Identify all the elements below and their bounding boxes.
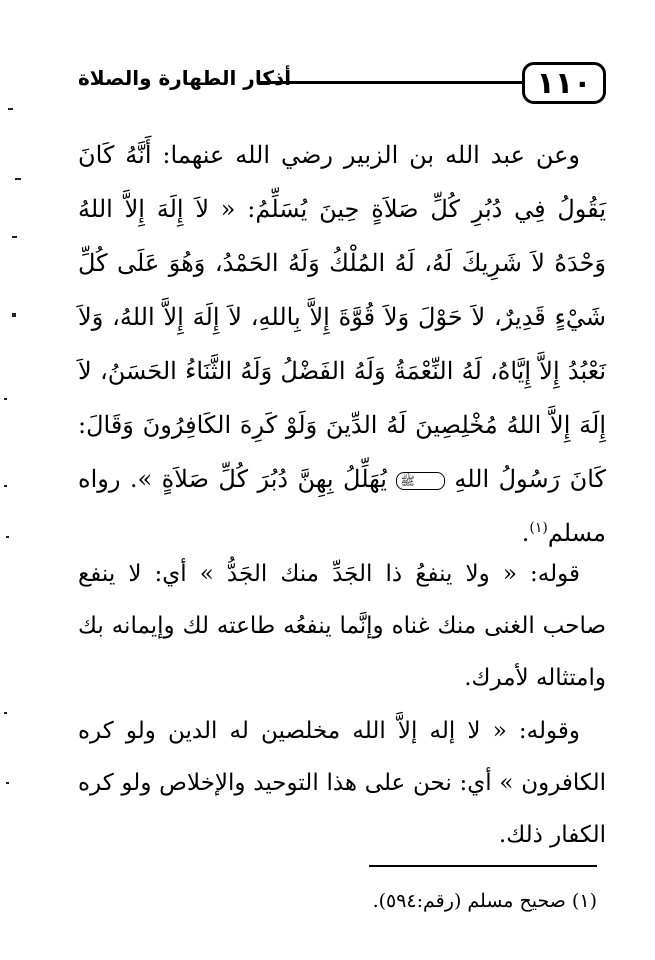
page-number: ١١٠ (536, 65, 592, 101)
page-header (78, 62, 606, 108)
commentary-paragraph-1 (78, 548, 606, 704)
scan-speck (8, 108, 13, 110)
commentary-text-2: وقوله: « لا إله إلاَّ الله مخلصين له الدين ولو كره الكافرون » أي: نحن على هذا التوحيد والإخلاص ولو كره الكفار ذلك. (78, 718, 606, 848)
scan-speck (12, 236, 17, 238)
hadith-text-after: يُهَلِّلُ بِهِنَّ دُبُرَ كُلِّ صَلاَةٍ ». رواه مسلم (78, 465, 606, 547)
scan-speck (4, 485, 7, 487)
running-title: أذكار الطهارة والصلاة (78, 66, 292, 90)
footnote: (١) صحيح مسلم (رقم:٥٩٤). (372, 890, 597, 912)
scan-speck (6, 782, 9, 784)
scan-speck (15, 178, 21, 180)
page-number-box (522, 62, 606, 104)
header-rule (258, 81, 522, 84)
scan-speck (4, 398, 7, 400)
commentary-paragraph-2 (78, 705, 606, 861)
scan-speck (6, 536, 9, 538)
salla-symbol: ﷺ (396, 472, 445, 490)
hadith-paragraph: وعن عبد الله بن الزبير رضي الله عنهما: أَنَّهُ كَانَ يَقُولُ فِي دُبُرِ كُلِّ صَلاَةٍ حِينَ يُسَلِّمُ: « لاَ إِلَهَ إِلاَّ اللهُ وَحْدَهُ لاَ شَرِيكَ لَهُ، لَهُ المُلْكُ وَلَهُ الحَمْدُ، وَهُوَ عَلَى كُلِّ شَيْءٍ قَدِيرٌ، لاَ حَوْلَ وَلاَ قُوَّةَ إِلاَّ بِاللهِ، لاَ إِلَهَ إِلاَّ اللهُ، وَلاَ نَعْبُدُ إِلاَّ إِيَّاهُ، لَهُ النِّعْمَةُ وَلَهُ الفَضْلُ وَلَهُ الثَّنَاءُ الحَسَنُ، لاَ إِلَهَ إِلاَّ اللهُ مُخْلِصِينَ لَهُ الدِّينَ وَلَوْ كَرِهَ الكَافِرُونَ وَقَالَ: كَانَ رَسُولُ اللهِ ﷺ يُهَلِّلُ بِهِنَّ دُبُرَ كُلِّ صَلاَةٍ ». رواه مسلم$^{(١)}$. (78, 141, 606, 547)
footnote-rule (369, 865, 597, 867)
footnote-ref: (١) (529, 520, 548, 536)
commentary-text-1: قوله: « ولا ينفعُ ذا الجَدِّ منك الجَدُّ » أي: لا ينفع صاحب الغنى منك غناه وإنَّما ينفعُه طاعته لك وإيمانه بك وامتثاله لأمرك. (78, 561, 606, 691)
hadith-text: وعن عبد الله بن الزبير رضي الله عنهما: أَنَّهُ كَانَ يَقُولُ فِي دُبُرِ كُلِّ صَلاَةٍ حِينَ يُسَلِّمُ: « لاَ إِلَهَ إِلاَّ اللهُ وَحْدَهُ لاَ شَرِيكَ لَهُ، لَهُ المُلْكُ وَلَهُ الحَمْدُ، وَهُوَ عَلَى كُلِّ شَيْءٍ قَدِيرٌ، لاَ حَوْلَ وَلاَ قُوَّةَ إِلاَّ بِاللهِ، لاَ إِلَهَ إِلاَّ اللهُ، وَلاَ نَعْبُدُ إِلاَّ إِيَّاهُ، لَهُ النِّعْمَةُ وَلَهُ الفَضْلُ وَلَهُ الثَّنَاءُ الحَسَنُ، لاَ إِلَهَ إِلاَّ اللهُ مُخْلِصِينَ لَهُ الدِّينَ وَلَوْ كَرِهَ الكَافِرُونَ وَقَالَ: كَانَ رَسُولُ اللهِ (78, 141, 606, 493)
scan-speck (4, 712, 7, 714)
scan-speck (12, 313, 16, 317)
